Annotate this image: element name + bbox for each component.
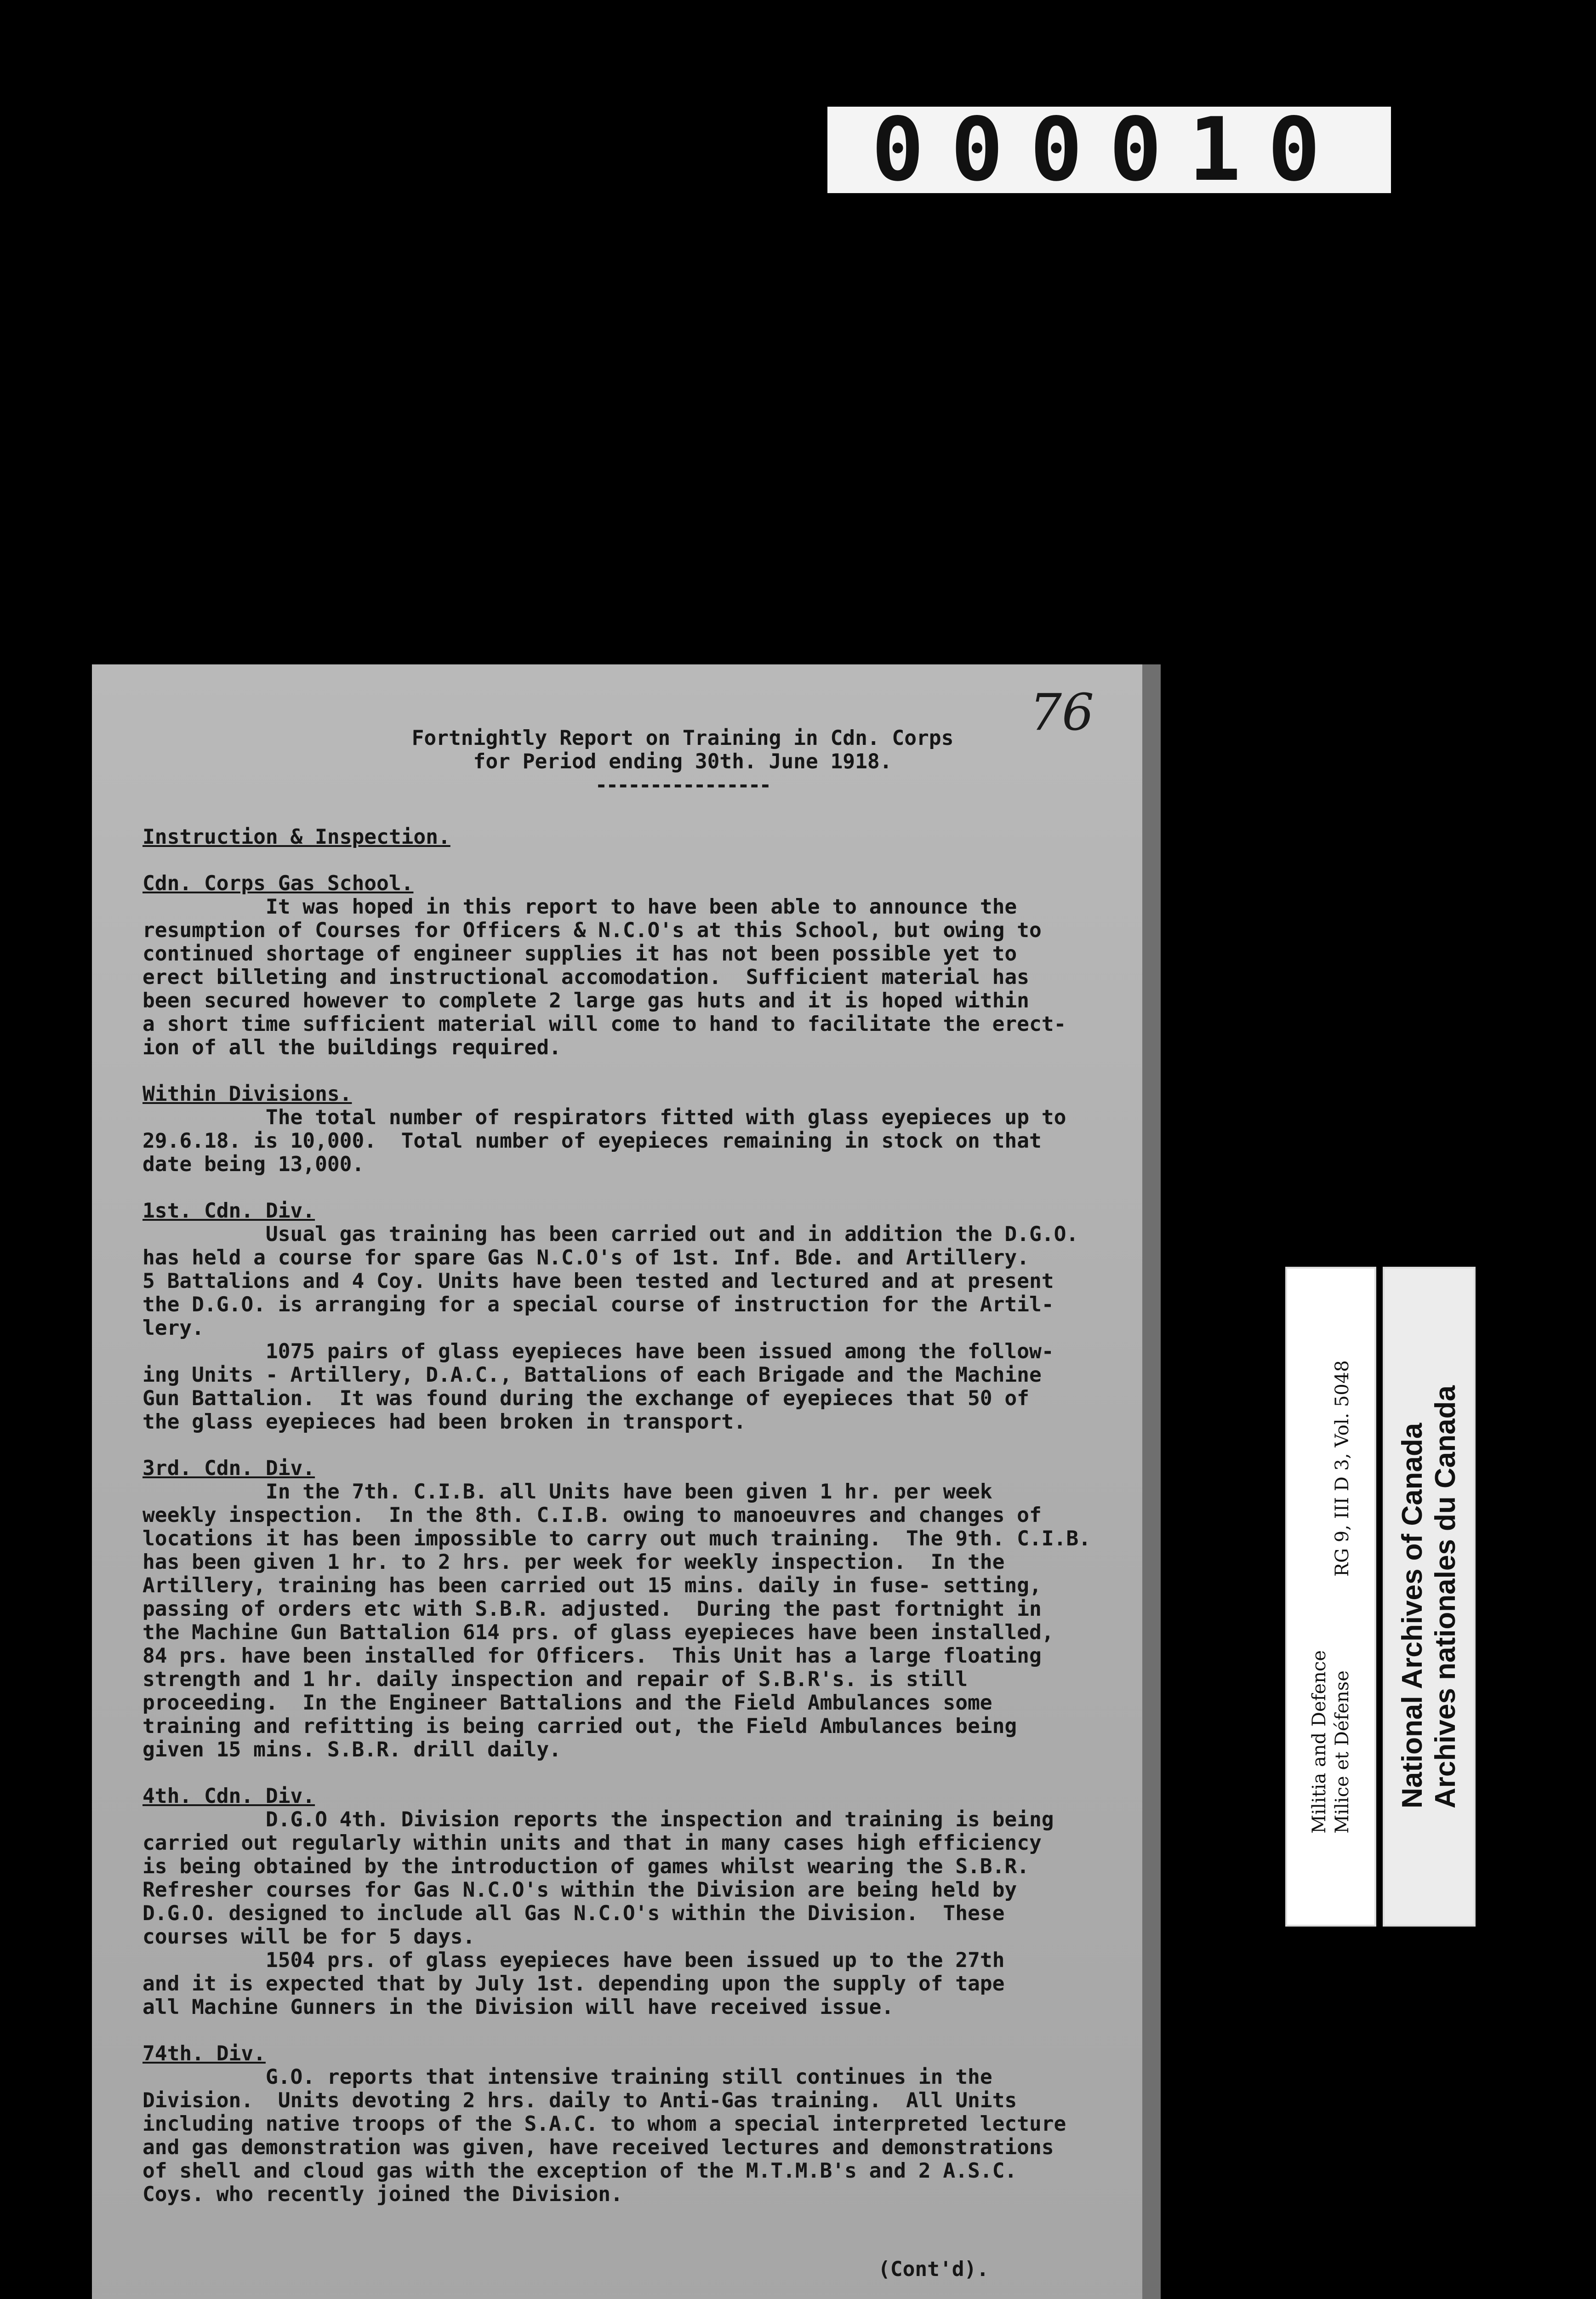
subsection-heading: 3rd. Cdn. Div.: [142, 1457, 315, 1480]
paragraph: In the 7th. C.I.B. all Units have been given 1 hr. per week weekly inspection. In the 8th. C.I.B. owing to manoeuvres and changes of locations it has been impossible to carry out much training. The 9th. C.I.B. has been given 1 hr. to 2 hrs. per week for weekly inspection. In the Artillery, training has been carried out 15 mins. daily in fuse- setting, passing of orders etc with S.B.R. adjusted. During the past fortnight in the Machine Gun Battalion 614 prs. of glass eyepieces have been installed, 84 prs. have been installed for Officers. This Unit has a large floating strength and 1 hr. daily inspection and repair of S.B.R's. is still proceeding. In the Engineer Battalions and the Field Ambulances some training and refitting is being carried out, the Field Ambulances being given 15 mins. S.B.R. drill daily.: [142, 1480, 1091, 1761]
fonds-english: Militia and Defence: [1309, 1650, 1330, 1834]
frame-number: 000010: [871, 99, 1347, 200]
paper-edge: [1142, 664, 1161, 2299]
document-body: [142, 726, 1140, 2281]
section-heading: Instruction & Inspection.: [142, 825, 450, 849]
subsection-heading: 4th. Cdn. Div.: [142, 1784, 315, 1808]
folio-number: 76: [1030, 683, 1094, 742]
paragraph: D.G.O 4th. Division reports the inspection and training is being carried out regularly within units and that in many cases high efficiency is being obtained by the introduction of games whilst wearing the S.B.R. Refresher courses for Gas N.C.O's within the Division are being held by D.G.O. designed to include all Gas N.C.O's within the Division. These courses will be for 5 days.: [142, 1808, 1054, 1949]
subsection-heading: Within Divisions.: [142, 1082, 352, 1106]
paragraph: 1075 pairs of glass eyepieces have been issued among the follow- ing Units - Artillery, D.A.C., Battalions of each Brigade and the Machine Gun Battalion. It was found during the exchange of eyepieces that 50 of the glass eyepieces had been broken in transport.: [142, 1340, 1054, 1434]
frame-number-label: [827, 99, 1391, 200]
archive-reference: RG 9, III D 3, Vol. 5048: [1332, 1360, 1353, 1577]
paragraph: The total number of respirators fitted with glass eyepieces up to 29.6.18. is 10,000. Total number of eyepieces remaining in stock on that date being 13,000.: [142, 1106, 1066, 1176]
paragraph: G.O. reports that intensive training still continues in the Division. Units devoting 2 hrs. daily to Anti-Gas training. All Units including native troops of the S.A.C. to whom a special interpreted lecture and gas demonstration was given, have received lectures and demonstrations of shell and cloud gas with the exception of the M.T.M.B's and 2 A.S.C. Coys. who recently joined the Division.: [142, 2065, 1066, 2206]
subsection-heading: 1st. Cdn. Div.: [142, 1199, 315, 1223]
paragraph: Usual gas training has been carried out and in addition the D.G.O. has held a course for spare Gas N.C.O's of 1st. Inf. Bde. and Artillery. 5 Battalions and 4 Coy. Units have been tested and lectured and at present the D.G.O. is arranging for a special course of instruction for the Artil- lery.: [142, 1223, 1079, 1340]
paragraph: It was hoped in this report to have been able to announce the resumption of Courses for Officers & N.C.O's at this School, but owing to continued shortage of engineer supplies it has not been possible yet to erect billeting and instructional accomodation. Sufficient material has been secured however to complete 2 large gas huts and it is hoped within a short time sufficient material will come to hand to facilitate the erect- ion of all the buildings required.: [142, 895, 1066, 1059]
continued-note: (Cont'd).: [878, 2258, 989, 2281]
subsection-heading: 74th. Div.: [142, 2042, 266, 2065]
report-period: for Period ending 30th. June 1918.: [473, 750, 892, 773]
archive-reference-label: [1285, 1267, 1376, 1927]
document-page: [92, 664, 1142, 2299]
paragraph: 1504 prs. of glass eyepieces have been issued up to the 27th and it is expected that by July 1st. depending upon the supply of tape all Machine Gunners in the Division will have received issue.: [142, 1949, 1005, 2019]
archive-institution-label: [1383, 1267, 1476, 1927]
institution-french: Archives nationales du Canada: [1430, 1385, 1462, 1808]
report-title: Fortnightly Report on Training in Cdn. Corps: [411, 726, 954, 750]
title-rule: ----------------: [595, 773, 770, 797]
subsection-heading: Cdn. Corps Gas School.: [142, 872, 414, 895]
fonds-french: Milice et Défense: [1332, 1670, 1353, 1834]
institution-english: National Archives of Canada: [1396, 1423, 1429, 1808]
